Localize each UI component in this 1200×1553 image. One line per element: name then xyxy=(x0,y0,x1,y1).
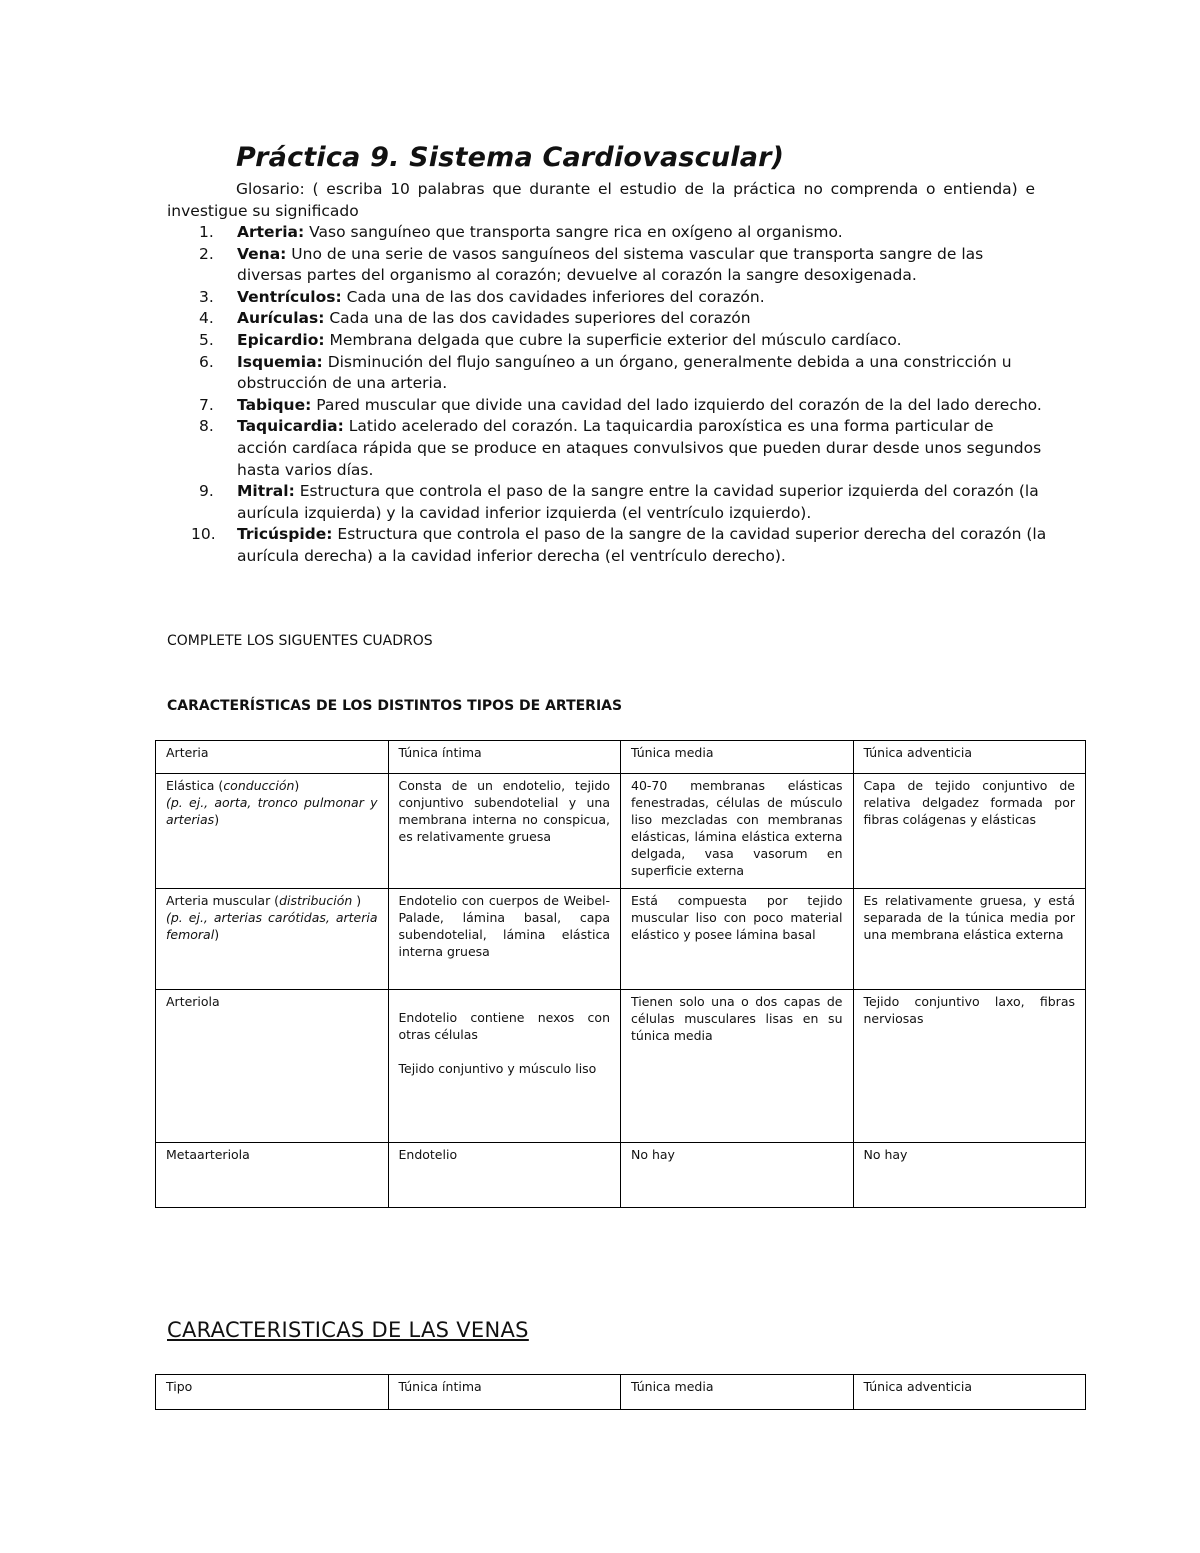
item-term: Tricúspide: xyxy=(237,525,333,544)
arterias-table xyxy=(155,740,1086,1208)
item-definition: Cada una de las dos cavidades superiores del corazón xyxy=(324,309,751,328)
page-title: Práctica 9. Sistema Cardiovascular) xyxy=(236,142,785,173)
item-term: Tabique: xyxy=(237,395,312,414)
glosario-intro xyxy=(167,178,1035,222)
header-cell: Túnica adventicia xyxy=(853,1375,1086,1410)
item-definition: Uno de una serie de vasos sanguíneos del sistema vascular que transporta sangre de las diversas partes del organismo al corazón; devuelve al corazón la sangre desoxigenada. xyxy=(237,244,984,285)
item-number: 7. xyxy=(199,395,214,414)
header-cell: Arteria xyxy=(156,741,389,774)
item-definition: Latido acelerado del corazón. La taquicardia paroxística es una forma particular de acción cardíaca rápida que se produce en ataques convulsivos que pueden durar desde unos segundos hasta varios días. xyxy=(237,417,1042,479)
item-definition: Cada una de las dos cavidades inferiores del corazón. xyxy=(341,287,765,306)
table-row xyxy=(156,889,1086,990)
table-cell-arteria: Metaarteriola xyxy=(156,1143,389,1208)
arteria-name: Elástica ( xyxy=(166,778,224,793)
table-cell-intima: Endotelio xyxy=(388,1143,621,1208)
item-number: 4. xyxy=(199,309,214,328)
arterias-table-title: CARACTERÍSTICAS DE LOS DISTINTOS TIPOS DE ARTERIAS xyxy=(167,698,623,714)
list-item xyxy=(167,524,1047,567)
item-number: 9. xyxy=(199,482,214,501)
item-definition: Vaso sanguíneo que transporta sangre rica en oxígeno al organismo. xyxy=(304,223,843,241)
item-number: 6. xyxy=(199,352,214,371)
arteria-paren: ) xyxy=(352,893,362,908)
table-cell-media: Está compuesta por tejido muscular liso con poco material elástico y posee lámina basal xyxy=(621,889,854,990)
intima-text-2: Tejido conjuntivo y músculo liso xyxy=(398,1061,597,1076)
table-cell-media: Tienen solo una o dos capas de células musculares lisas en su túnica media xyxy=(621,990,854,1143)
table-cell-intima xyxy=(388,990,621,1143)
arteria-function: distribución xyxy=(279,893,353,908)
complete-instruction: COMPLETE LOS SIGUENTES CUADROS xyxy=(167,633,433,649)
intima-text-1: Endotelio contiene nexos con otras células xyxy=(398,1010,610,1042)
item-definition: Disminución del flujo sanguíneo a un órgano, generalmente debida a una constricción u obstrucción de una arteria. xyxy=(237,352,1012,393)
header-cell: Túnica adventicia xyxy=(853,741,1086,774)
item-number: 1. xyxy=(199,223,214,241)
header-cell: Túnica íntima xyxy=(388,741,621,774)
list-item xyxy=(167,308,1047,330)
item-term: Ventrículos: xyxy=(237,287,342,306)
arteria-name: Arteria muscular ( xyxy=(166,893,280,908)
table-row xyxy=(156,774,1086,889)
list-item xyxy=(167,330,1047,352)
table-cell-adventicia: Es relativamente gruesa, y está separada de la túnica media por una membrana elástica externa xyxy=(853,889,1086,990)
glosario-list xyxy=(167,222,1047,568)
item-definition: Estructura que controla el paso de la sangre entre la cavidad superior izquierda del corazón (la aurícula izquierda) y la cavidad inferior izquierda (el ventrículo izquierdo). xyxy=(237,482,1039,522)
venas-section-title: CARACTERISTICAS DE LAS VENAS xyxy=(167,1318,529,1342)
item-number: 3. xyxy=(199,287,214,306)
table-row xyxy=(156,990,1086,1143)
table-cell-adventicia: Tejido conjuntivo laxo, fibras nerviosas xyxy=(853,990,1086,1143)
table-cell-adventicia: Capa de tejido conjuntivo de relativa delgadez formada por fibras colágenas y elásticas xyxy=(853,774,1086,889)
table-cell-arteria xyxy=(156,774,389,889)
item-term: Taquicardia: xyxy=(237,417,344,436)
item-number: 2. xyxy=(199,244,214,263)
item-definition: Estructura que controla el paso de la sangre de la cavidad superior derecha del corazón (la aurícula derecha) a la cavidad inferior derecha (el ventrículo derecho). xyxy=(237,525,1047,565)
item-term: Isquemia: xyxy=(237,352,323,371)
header-cell: Túnica media xyxy=(621,741,854,774)
table-cell-media: 40-70 membranas elásticas fenestradas, células de músculo liso mezcladas con membranas elásticas, lámina elástica externa delgada, vasa vasorum en superficie externa xyxy=(621,774,854,889)
list-item xyxy=(167,481,1047,524)
item-term: Arteria: xyxy=(237,223,305,241)
item-number: 8. xyxy=(199,417,214,436)
header-cell: Túnica media xyxy=(621,1375,854,1410)
table-cell-intima: Endotelio con cuerpos de Weibel-Palade, lámina basal, capa subendotelial, lámina elástica interna gruesa xyxy=(388,889,621,990)
table-cell-arteria: Arteriola xyxy=(156,990,389,1143)
list-item xyxy=(167,395,1047,417)
list-item xyxy=(167,416,1047,481)
arteria-examples-end: ) xyxy=(214,812,220,827)
arteria-paren: ) xyxy=(294,778,300,793)
arteria-examples: (p. ej., aorta, tronco pulmonar y arterias xyxy=(166,795,378,827)
table-cell-media: No hay xyxy=(621,1143,854,1208)
glosario-intro-text: Glosario: ( escriba 10 palabras que durante el estudio de la práctica no comprenda o entienda) e investigue su significado xyxy=(167,180,1035,220)
item-term: Aurículas: xyxy=(237,309,325,328)
arteria-examples-end: ) xyxy=(214,927,220,942)
item-term: Vena: xyxy=(237,244,287,263)
header-cell: Tipo xyxy=(156,1375,389,1410)
item-number: 5. xyxy=(199,330,214,349)
item-definition: Pared muscular que divide una cavidad del lado izquierdo del corazón de la del lado derecho. xyxy=(311,395,1042,414)
item-definition: Membrana delgada que cubre la superficie exterior del músculo cardíaco. xyxy=(324,330,902,349)
list-item xyxy=(167,287,1047,309)
list-item xyxy=(167,222,1047,244)
arteria-examples: (p. ej., arterias carótidas, arteria femoral xyxy=(166,910,378,942)
arteria-function: conducción xyxy=(223,778,295,793)
table-cell-intima: Consta de un endotelio, tejido conjuntivo subendotelial y una membrana interna no conspicua, es relativamente gruesa xyxy=(388,774,621,889)
table-row xyxy=(156,1143,1086,1208)
table-header-row xyxy=(156,741,1086,774)
item-number: 10. xyxy=(191,525,216,544)
header-cell: Túnica íntima xyxy=(388,1375,621,1410)
list-item xyxy=(167,352,1047,395)
table-cell-adventicia: No hay xyxy=(853,1143,1086,1208)
item-term: Mitral: xyxy=(237,482,295,501)
list-item xyxy=(167,244,1047,287)
table-cell-arteria xyxy=(156,889,389,990)
item-term: Epicardio: xyxy=(237,330,325,349)
venas-table xyxy=(155,1374,1086,1410)
table-header-row xyxy=(156,1375,1086,1410)
